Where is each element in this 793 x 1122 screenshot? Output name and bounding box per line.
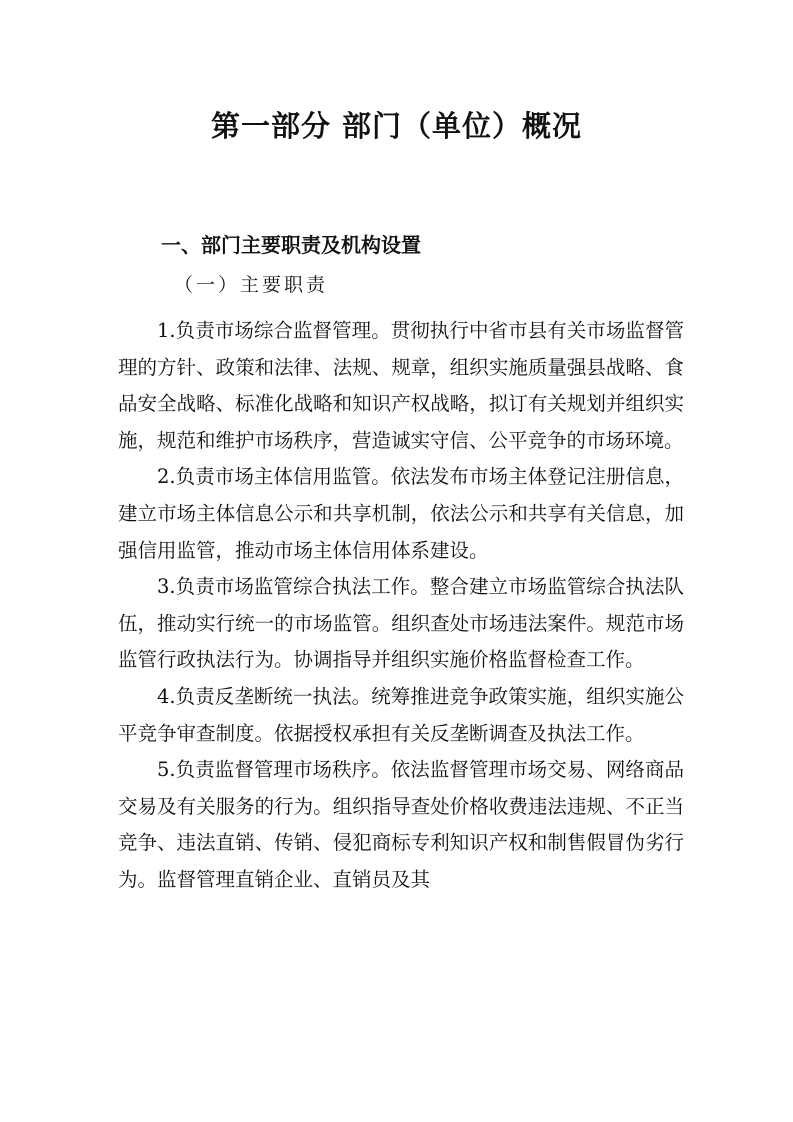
paragraph-5: 5.负责监督管理市场秩序。依法监督管理市场交易、网络商品交易及有关服务的行为。组织指导查处价格收费违法违规、不正当竞争、违法直销、传销、侵犯商标专利知识产权和制售假冒伪劣行为。监督管理直销企业、直销员及其 [118,758,684,891]
paragraph-2: 2.负责市场主体信用监管。依法发布市场主体登记注册信息，建立市场主体信息公示和共享机制，依法公示和共享有关信息，加强信用监管，推动市场主体信用体系建设。 [118,465,684,562]
paragraph-3: 3.负责市场监管综合执法工作。整合建立市场监管综合执法队伍，推动实行统一的市场监管。组织查处市场违法案件。规范市场监管行政执法行为。协调指导并组织实施价格监督检查工作。 [118,575,684,672]
section-heading: 一、部门主要职责及机构设置 [161,233,421,257]
paragraph-4: 4.负责反垄断统一执法。统筹推进竞争政策实施，组织实施公平竞争审查制度。依据授权承担有关反垄断调查及执法工作。 [118,684,684,745]
page-title: 第一部分 部门（单位）概况 [210,109,583,143]
body-text [118,313,684,899]
paragraph-1: 1.负责市场综合监督管理。贯彻执行中省市县有关市场监督管理的方针、政策和法律、法规、规章，组织实施质量强县战略、食品安全战略、标准化战略和知识产权战略，拟订有关规划并组织实施，规范和维护市场秩序，营造诚实守信、公平竞争的市场环境。 [118,319,684,452]
subsection-heading: （一）主要职责 [174,274,329,296]
